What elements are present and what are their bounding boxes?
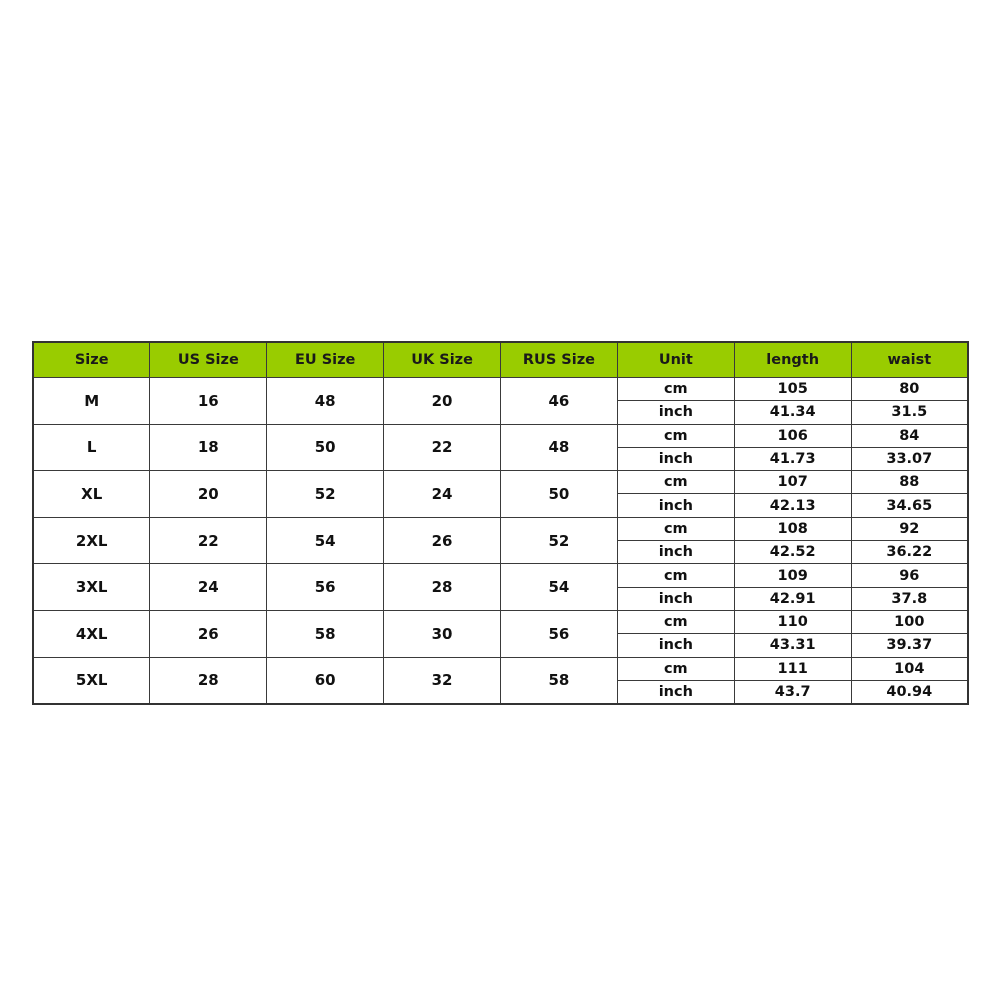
uk-size-cell: 22 [384,424,501,471]
eu-size-cell: 54 [267,517,384,564]
rus-size-cell: 58 [501,657,618,704]
size-cell: XL [33,471,150,518]
header-size: Size [33,342,150,378]
table-row-cm [33,657,968,680]
rus-size-cell: 52 [501,517,618,564]
length-cell: 111 [734,657,851,680]
length-cell: 109 [734,564,851,587]
uk-size-cell: 32 [384,657,501,704]
eu-size-cell: 50 [267,424,384,471]
unit-cell: inch [617,680,734,704]
length-cell: 42.13 [734,494,851,517]
size-cell: 5XL [33,657,150,704]
length-cell: 43.7 [734,680,851,704]
rus-size-cell: 46 [501,378,618,425]
waist-cell: 80 [851,378,968,401]
size-chart-table [32,341,969,705]
length-cell: 107 [734,471,851,494]
waist-cell: 36.22 [851,541,968,564]
unit-cell: cm [617,378,734,401]
length-cell: 110 [734,610,851,633]
uk-size-cell: 24 [384,471,501,518]
waist-cell: 39.37 [851,634,968,657]
length-cell: 42.52 [734,541,851,564]
waist-cell: 40.94 [851,680,968,704]
rus-size-cell: 56 [501,610,618,657]
table-row-cm [33,610,968,633]
header-eu-size: EU Size [267,342,384,378]
table-row-cm [33,471,968,494]
rus-size-cell: 50 [501,471,618,518]
uk-size-cell: 28 [384,564,501,611]
unit-cell: cm [617,424,734,447]
eu-size-cell: 56 [267,564,384,611]
header-rus-size: RUS Size [501,342,618,378]
unit-cell: inch [617,634,734,657]
unit-cell: cm [617,610,734,633]
size-cell: L [33,424,150,471]
us-size-cell: 24 [150,564,267,611]
unit-cell: inch [617,494,734,517]
length-cell: 42.91 [734,587,851,610]
table-row-cm [33,517,968,540]
length-cell: 108 [734,517,851,540]
waist-cell: 88 [851,471,968,494]
eu-size-cell: 58 [267,610,384,657]
uk-size-cell: 30 [384,610,501,657]
length-cell: 106 [734,424,851,447]
unit-cell: cm [617,657,734,680]
rus-size-cell: 48 [501,424,618,471]
rus-size-cell: 54 [501,564,618,611]
unit-cell: cm [617,471,734,494]
waist-cell: 104 [851,657,968,680]
size-cell: 2XL [33,517,150,564]
us-size-cell: 20 [150,471,267,518]
eu-size-cell: 48 [267,378,384,425]
eu-size-cell: 52 [267,471,384,518]
us-size-cell: 16 [150,378,267,425]
waist-cell: 84 [851,424,968,447]
unit-cell: inch [617,401,734,424]
header-uk-size: UK Size [384,342,501,378]
waist-cell: 31.5 [851,401,968,424]
size-cell: M [33,378,150,425]
length-cell: 41.34 [734,401,851,424]
waist-cell: 34.65 [851,494,968,517]
length-cell: 105 [734,378,851,401]
table-body [33,378,968,705]
waist-cell: 96 [851,564,968,587]
header-row [33,342,968,378]
waist-cell: 37.8 [851,587,968,610]
table-row-cm [33,564,968,587]
uk-size-cell: 26 [384,517,501,564]
unit-cell: cm [617,517,734,540]
size-cell: 4XL [33,610,150,657]
waist-cell: 100 [851,610,968,633]
header-us-size: US Size [150,342,267,378]
header-length: length [734,342,851,378]
unit-cell: cm [617,564,734,587]
unit-cell: inch [617,447,734,470]
length-cell: 43.31 [734,634,851,657]
uk-size-cell: 20 [384,378,501,425]
table-row-cm [33,378,968,401]
table-row-cm [33,424,968,447]
header-unit: Unit [617,342,734,378]
waist-cell: 92 [851,517,968,540]
us-size-cell: 22 [150,517,267,564]
us-size-cell: 26 [150,610,267,657]
unit-cell: inch [617,541,734,564]
header-waist: waist [851,342,968,378]
waist-cell: 33.07 [851,447,968,470]
unit-cell: inch [617,587,734,610]
size-cell: 3XL [33,564,150,611]
length-cell: 41.73 [734,447,851,470]
eu-size-cell: 60 [267,657,384,704]
us-size-cell: 18 [150,424,267,471]
us-size-cell: 28 [150,657,267,704]
